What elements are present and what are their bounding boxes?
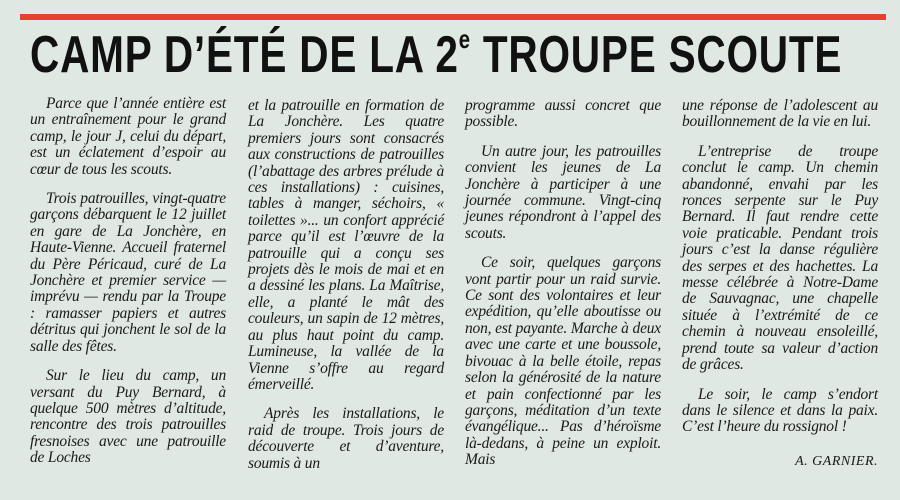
paragraph: et la patrouille en formation de La Jonchère. Les quatre premiers jours sont consacrés aux constructions de patrouilles (l’abattage des arbres prélude à ces installations) : cuisines, tables à manger, séchoirs, « toilettes »... un confort apprécié parce qu’il est l’œuvre de la patrouille qui a conçu ses projets dès le mois de mai et en a dessiné les plans. La Maîtrise, elle, a planté le mât des couleurs, un sapin de 12 mètres, au plus haut point du camp. Lumineuse, la vallée de la Vienne s’offre au regard émerveillé. <box>248 97 444 393</box>
paragraph: Un autre jour, les patrouilles convient les jeunes de La Jonchère à participer à une journée commune. Vingt-cinq jeunes répondront à l’appel des scouts. <box>465 142 661 242</box>
paragraph: Ce soir, quelques garçons vont partir pour un raid survie. Ce sont des volontaires et leur expédition, qu’elle aboutisse ou non, est payante. Marche à deux avec une carte et une boussole, bivouac à la belle étoile, repas selon la générosité de la nature et pain confectionné par les garçons, méditation d’un texte évangélique... Pas d’héroïsme là-dedans, à peine un exploit. Mais <box>465 254 661 469</box>
column-4 <box>682 98 878 470</box>
column-1 <box>30 96 226 480</box>
paragraph: programme aussi concret que possible. <box>465 97 661 131</box>
paragraph: Après les installations, le raid de troupe. Trois jours de découverte et d’aventure, soumis à un <box>248 405 444 472</box>
red-rule <box>20 14 886 20</box>
paragraph: une réponse de l’adolescent au bouillonnement de la vie en lui. <box>682 97 878 131</box>
article-title: CAMP D’ÉTÉ DE LA 2e TROUPE SCOUTE <box>30 24 843 84</box>
author-signature: A. GARNIER. <box>795 453 878 469</box>
column-3 <box>465 98 661 482</box>
paragraph: Trois patrouilles, vingt-quatre garçons débarquent le 12 juillet en gare de La Jonchère, en Haute-Vienne. Accueil fraternel du Père Péricaud, curé de La Jonchère et premier service — imprévu — rendu par la Troupe : ramasser papiers et autres détritus qui jonchent le sol de la salle des fêtes. <box>30 190 226 355</box>
paragraph: Parce que l’année entière est un entraînement pour le grand camp, le jour J, celui du départ, est un éclatement d’espoir au cœur de tous les scouts. <box>30 95 226 178</box>
paragraph: L’entreprise de troupe conclut le camp. Un chemin abandonné, envahi par les ronces serpente sur le Puy Bernard. Il faut rendre cette voie praticable. Pendant trois jours c’est la danse régulière des serpes et des hachettes. La messe célébrée à Notre-Dame de Sauvagnac, une chapelle située à l’extrémité de ce chemin à nouveau ensoleillé, prend toute sa valeur d’action de grâces. <box>682 142 878 374</box>
paragraph: Sur le lieu du camp, un versant du Puy Bernard, à quelque 500 mètres d’altitude, rencontre des trois patrouilles fresnoises avec une patrouille de Loches <box>30 367 226 467</box>
paragraph: Le soir, le camp s’endort dans le silence et dans la paix. C’est l’heure du rossignol ! <box>682 385 878 436</box>
column-2 <box>248 98 444 485</box>
